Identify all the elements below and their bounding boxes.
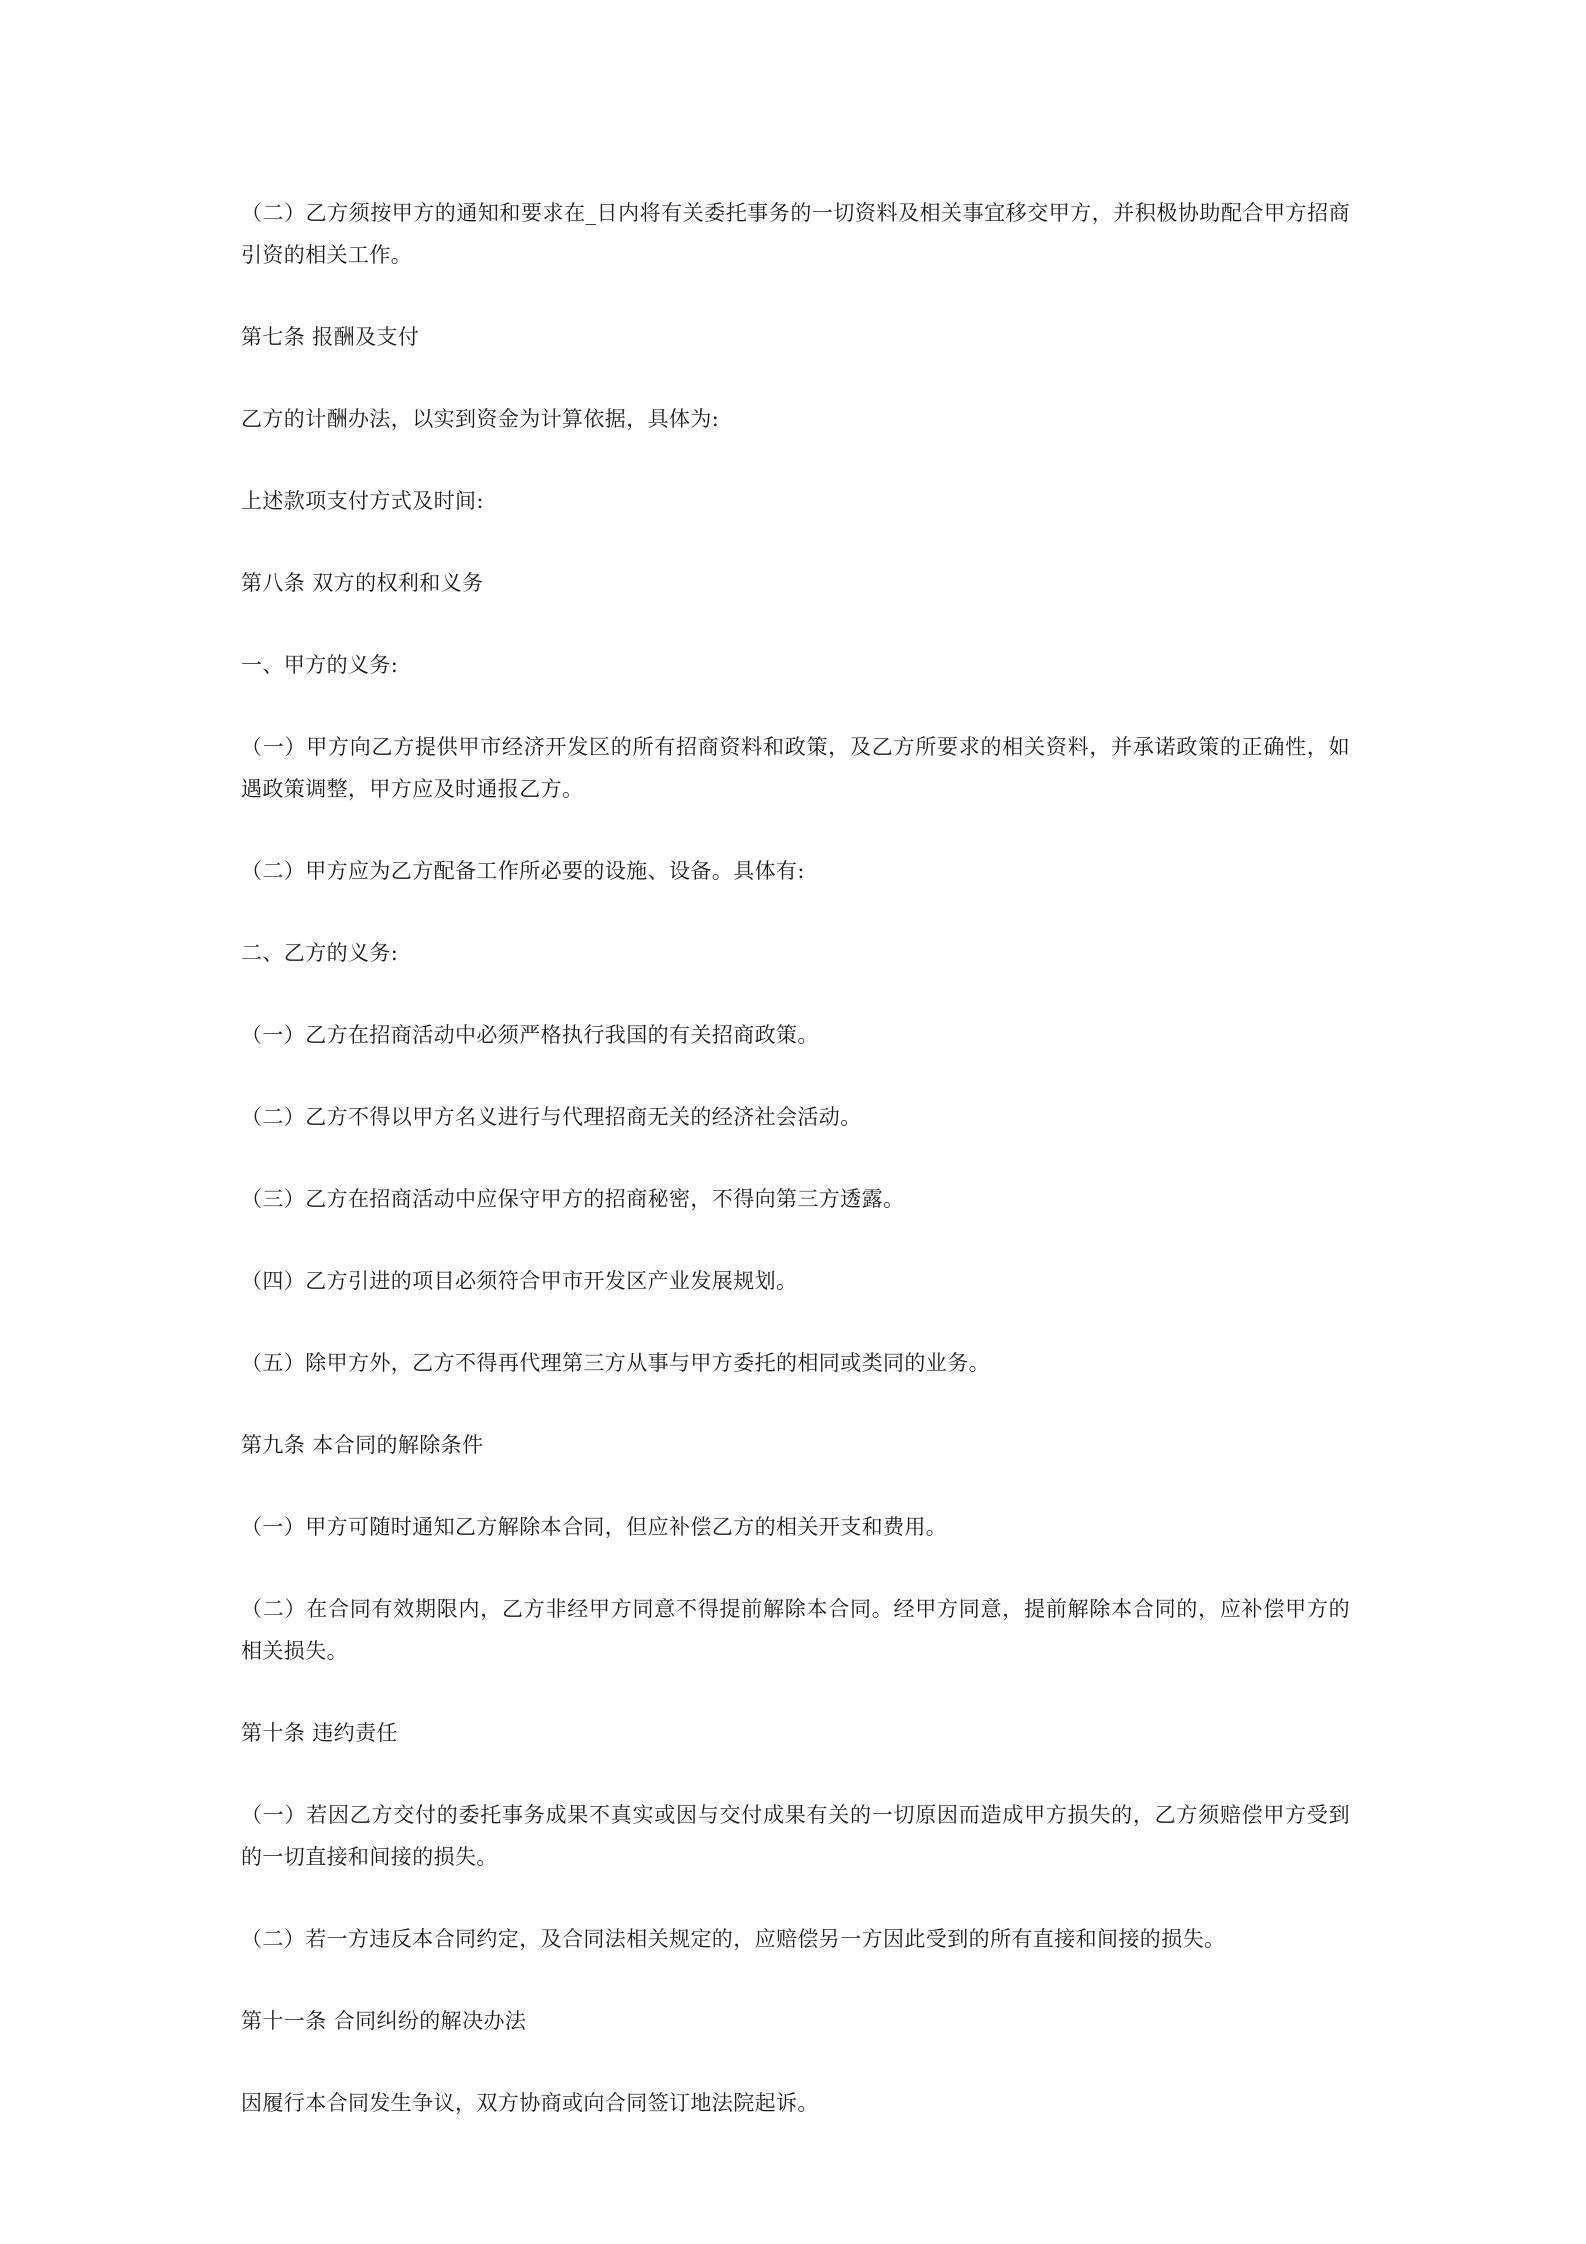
- paragraph-handover-materials: （二）乙方须按甲方的通知和要求在_日内将有关委托事务的一切资料及相关事宜移交甲方，并积极协助配合甲方招商引资的相关工作。: [241, 201, 1350, 267]
- paragraph-party-b-obligation-1: （一）乙方在招商活动中必须严格执行我国的有关招商政策。: [241, 1023, 819, 1047]
- paragraph-termination-2: （二）在合同有效期限内，乙方非经甲方同意不得提前解除本合同。经甲方同意，提前解除本合同的，应补偿甲方的相关损失。: [241, 1597, 1350, 1663]
- paragraph-party-b-obligation-3: （三）乙方在招商活动中应保守甲方的招商秘密，不得向第三方透露。: [241, 1187, 905, 1211]
- paragraph-liability-2: （二）若一方违反本合同约定，及合同法相关规定的，应赔偿另一方因此受到的所有直接和间接的损失。: [241, 1927, 1226, 1951]
- paragraph-liability-1: （一）若因乙方交付的委托事务成果不真实或因与交付成果有关的一切原因而造成甲方损失的，乙方须赔偿甲方受到的一切直接和间接的损失。: [241, 1803, 1350, 1869]
- subheading-party-b-obligations: 二、乙方的义务:: [241, 941, 399, 965]
- paragraph-dispute-resolution: 因履行本合同发生争议，双方协商或向合同签订地法院起诉。: [241, 2091, 819, 2115]
- paragraph-remuneration-method: 乙方的计酬办法，以实到资金为计算依据，具体为:: [241, 407, 720, 431]
- heading-article-9: 第九条 本合同的解除条件: [241, 1433, 484, 1457]
- paragraph-party-b-obligation-5: （五）除甲方外，乙方不得再代理第三方从事与甲方委托的相同或类同的业务。: [241, 1351, 990, 1375]
- heading-article-8: 第八条 双方的权利和义务: [241, 571, 484, 595]
- subheading-party-a-obligations: 一、甲方的义务:: [241, 653, 399, 677]
- paragraph-party-b-obligation-2: （二）乙方不得以甲方名义进行与代理招商无关的经济社会活动。: [241, 1105, 862, 1129]
- paragraph-payment-method: 上述款项支付方式及时间:: [241, 489, 484, 513]
- heading-article-7: 第七条 报酬及支付: [241, 325, 420, 349]
- heading-article-10: 第十条 违约责任: [241, 1721, 398, 1745]
- paragraph-party-b-obligation-4: （四）乙方引进的项目必须符合甲市开发区产业发展规划。: [241, 1269, 798, 1293]
- paragraph-termination-1: （一）甲方可随时通知乙方解除本合同，但应补偿乙方的相关开支和费用。: [241, 1515, 948, 1539]
- paragraph-party-a-obligation-1: （一）甲方向乙方提供甲市经济开发区的所有招商资料和政策，及乙方所要求的相关资料，并承诺政策的正确性，如遇政策调整，甲方应及时通报乙方。: [241, 735, 1350, 801]
- heading-article-11: 第十一条 合同纠纷的解决办法: [241, 2009, 527, 2033]
- paragraph-party-a-obligation-2: （二）甲方应为乙方配备工作所必要的设施、设备。具体有:: [241, 859, 805, 883]
